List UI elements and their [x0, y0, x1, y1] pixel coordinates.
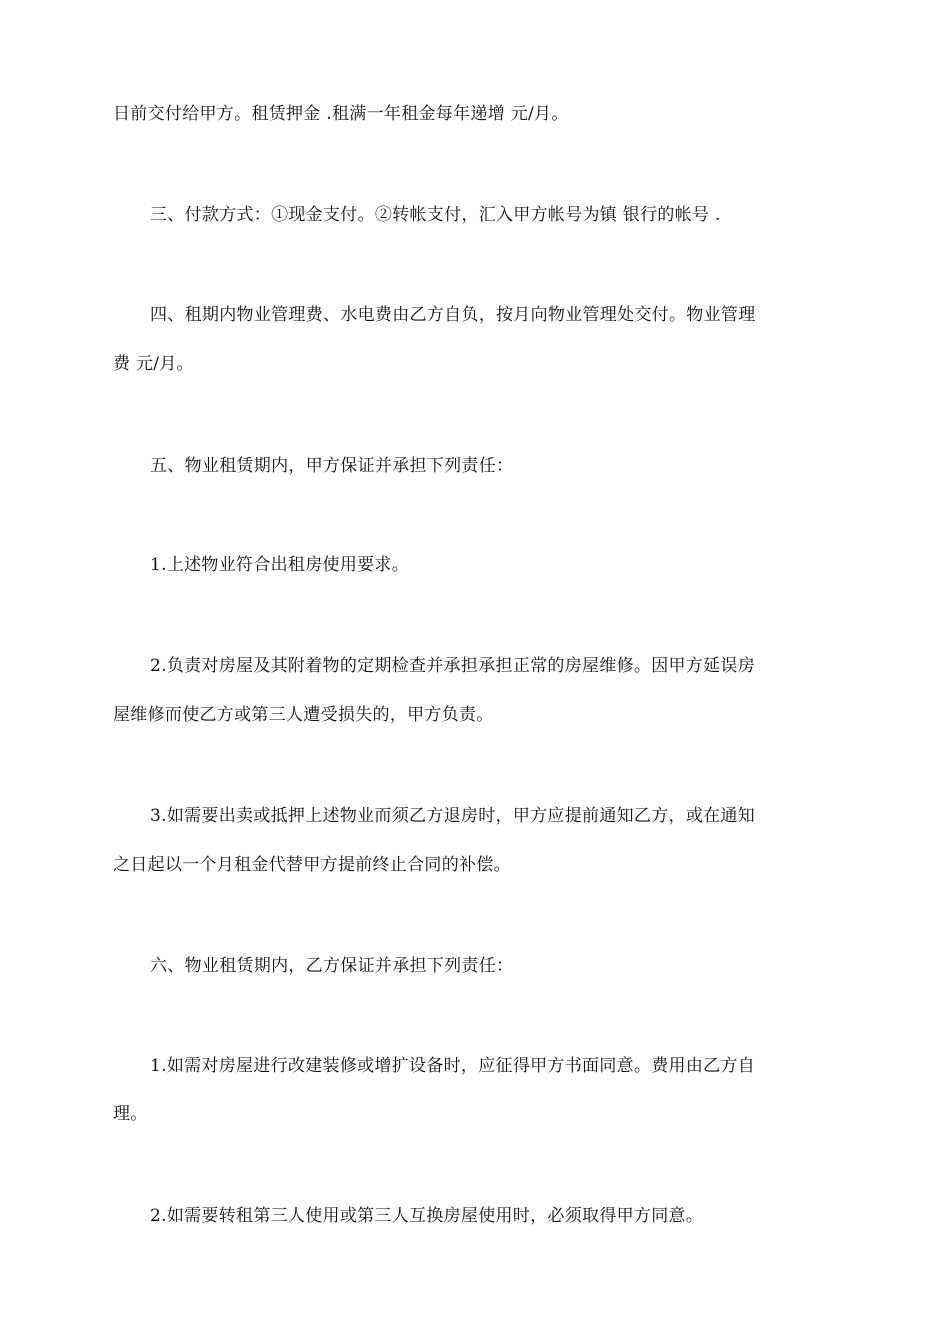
section-heading-party-a-duties: 五、物业租赁期内，甲方保证并承担下列责任：: [150, 456, 514, 476]
list-item-a2: 2.负责对房屋及其附着物的定期检查并承担承担正常的房屋维修。因甲方延误房: [150, 656, 756, 676]
list-item-a2-cont: 屋维修而使乙方或第三人遭受损失的，甲方负责。: [113, 705, 494, 725]
list-item-b1-cont: 理。: [113, 1104, 148, 1124]
list-item-a3: 3.如需要出卖或抵押上述物业而须乙方退房时，甲方应提前通知乙方，或在通知: [150, 806, 756, 826]
list-item-b1: 1.如需对房屋进行改建装修或增扩设备时，应征得甲方书面同意。费用由乙方自: [150, 1056, 756, 1076]
list-item-a3-cont: 之日起以一个月租金代替甲方提前终止合同的补偿。: [113, 855, 511, 875]
paragraph-line-payment-method: 三、付款方式：①现金支付。②转帐支付，汇入甲方帐号为镇 银行的帐号 .: [150, 205, 721, 225]
paragraph-line-rent-deposit: 日前交付给甲方。租赁押金 .租满一年租金每年递增 元/月。: [113, 104, 569, 124]
paragraph-line-management-fee: 四、租期内物业管理费、水电费由乙方自负，按月向物业管理处交付。物业管理: [150, 305, 756, 325]
section-heading-party-b-duties: 六、物业租赁期内，乙方保证并承担下列责任：: [150, 956, 514, 976]
list-item-b2: 2.如需要转租第三人使用或第三人互换房屋使用时，必须取得甲方同意。: [150, 1206, 704, 1226]
paragraph-line-management-fee-cont: 费 元/月。: [113, 354, 194, 374]
list-item-a1: 1.上述物业符合出租房使用要求。: [150, 555, 410, 575]
